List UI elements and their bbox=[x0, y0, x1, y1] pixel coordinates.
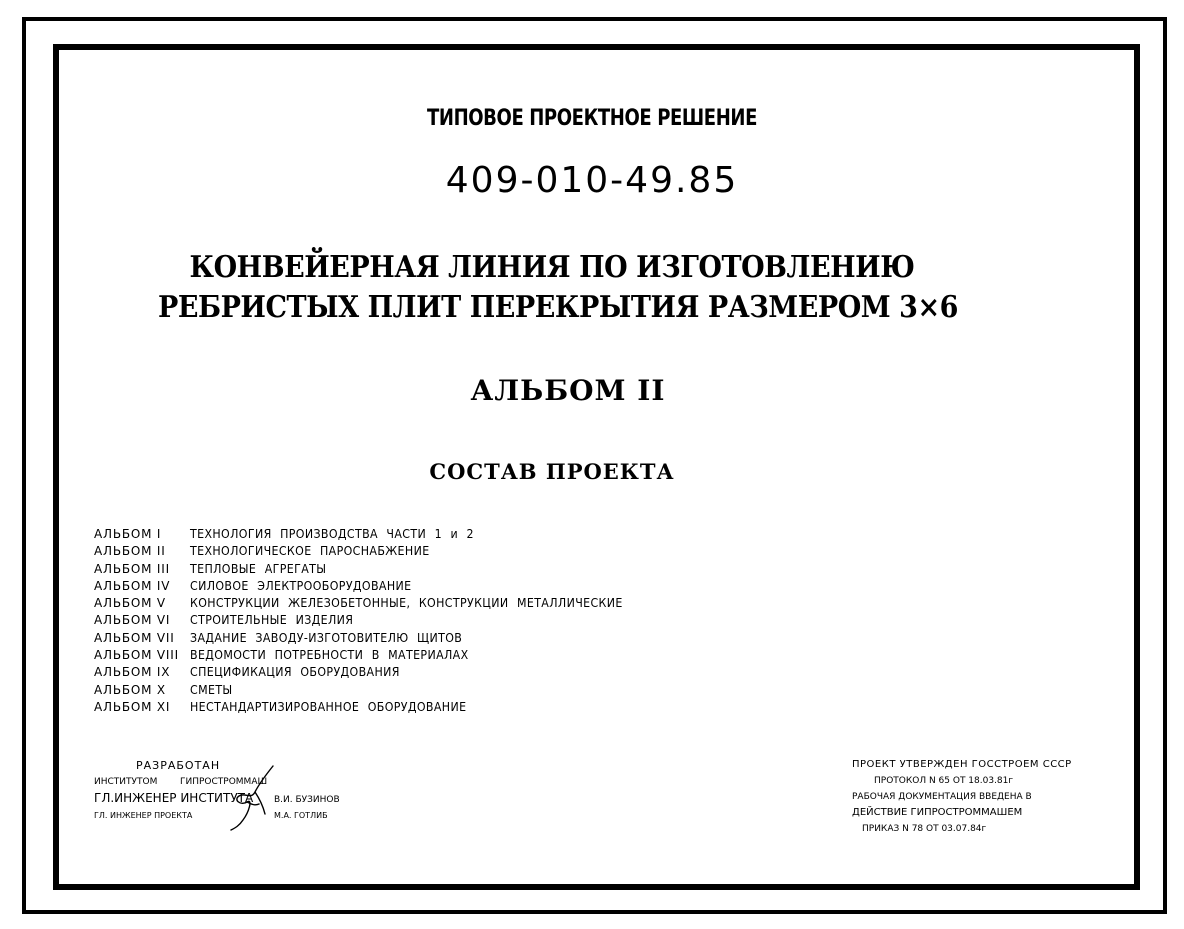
list-item bbox=[94, 683, 660, 700]
album-description: СМЕТЫ bbox=[190, 682, 233, 697]
institute-row bbox=[94, 774, 340, 790]
album-description: ВЕДОМОСТИ ПОТРЕБНОСТИ В МАТЕРИАЛАХ bbox=[190, 648, 469, 663]
list-item bbox=[94, 562, 660, 579]
chief-engineer-row bbox=[94, 790, 340, 808]
list-item bbox=[94, 527, 660, 544]
chief-engineer-role: ГЛ.ИНЖЕНЕР ИНСТИТУТА bbox=[94, 791, 254, 805]
album-description: СТРОИТЕЛЬНЫЕ ИЗДЕЛИЯ bbox=[190, 613, 354, 628]
album-description: КОНСТРУКЦИИ ЖЕЛЕЗОБЕТОННЫЕ, КОНСТРУКЦИИ МЕТАЛЛИЧЕСКИЕ bbox=[190, 596, 623, 611]
album-description: СИЛОВОЕ ЭЛЕКТРООБОРУДОВАНИЕ bbox=[190, 578, 412, 593]
list-item bbox=[94, 544, 660, 561]
composition-heading: СОСТАВ ПРОЕКТА bbox=[429, 459, 675, 484]
approval-line-1: ПРОЕКТ УТВЕРЖДЕН ГОССТРОЕМ СССР bbox=[852, 759, 1072, 770]
album-code: АЛЬБОМ VII bbox=[94, 630, 175, 645]
institute-name: ГИПРОСТРОММАШ bbox=[180, 777, 268, 787]
document-number: 409-010-49.85 bbox=[445, 160, 739, 201]
approval-line-2: ПРОТОКОЛ N 65 ОТ 18.03.81г bbox=[874, 776, 1014, 786]
album-description: ЗАДАНИЕ ЗАВОДУ-ИЗГОТОВИТЕЛЮ ЩИТОВ bbox=[190, 630, 463, 645]
list-item bbox=[94, 579, 660, 596]
list-item bbox=[94, 613, 660, 630]
album-code: АЛЬБОМ VIII bbox=[94, 648, 179, 663]
project-engineer-role: ГЛ. ИНЖЕНЕР ПРОЕКТА bbox=[94, 811, 193, 820]
chief-engineer-name: В.И. БУЗИНОВ bbox=[274, 795, 340, 805]
album-code: АЛЬБОМ IX bbox=[94, 665, 171, 680]
main-title-line-2: РЕБРИСТЫХ ПЛИТ ПЕРЕКРЫТИЯ РАЗМЕРОМ 3×6 bbox=[157, 290, 959, 325]
album-list bbox=[94, 527, 660, 717]
album-code: АЛЬБОМ XI bbox=[94, 699, 171, 714]
main-title-line-1: КОНВЕЙЕРНАЯ ЛИНИЯ ПО ИЗГОТОВЛЕНИЮ bbox=[189, 250, 915, 285]
list-item bbox=[94, 700, 660, 717]
album-code: АЛЬБОМ III bbox=[94, 561, 170, 576]
album-heading: АЛЬБОМ II bbox=[470, 374, 666, 407]
album-code: АЛЬБОМ I bbox=[94, 527, 162, 541]
album-description: ТЕПЛОВЫЕ АГРЕГАТЫ bbox=[190, 561, 327, 576]
list-item bbox=[94, 631, 660, 648]
developed-by-block bbox=[94, 758, 340, 824]
list-item bbox=[94, 665, 660, 682]
approval-line-5: ПРИКАЗ N 78 ОТ 03.07.84г bbox=[862, 824, 987, 834]
album-code: АЛЬБОМ IV bbox=[94, 578, 171, 593]
approval-line-3: РАБОЧАЯ ДОКУМЕНТАЦИЯ ВВЕДЕНА В bbox=[852, 792, 1032, 802]
series-title: ТИПОВОЕ ПРОЕКТНОЕ РЕШЕНИЕ bbox=[426, 106, 758, 131]
list-item bbox=[94, 596, 660, 613]
album-description: ТЕХНОЛОГИЯ ПРОИЗВОДСТВА ЧАСТИ 1 и 2 bbox=[190, 527, 474, 541]
list-item bbox=[94, 648, 660, 665]
album-code: АЛЬБОМ II bbox=[94, 544, 166, 559]
developed-label: РАЗРАБОТАН bbox=[136, 759, 221, 772]
album-code: АЛЬБОМ V bbox=[94, 596, 166, 611]
album-code: АЛЬБОМ X bbox=[94, 682, 166, 697]
album-code: АЛЬБОМ VI bbox=[94, 613, 171, 628]
album-description: ТЕХНОЛОГИЧЕСКОЕ ПАРОСНАБЖЕНИЕ bbox=[190, 544, 430, 559]
signature-icon bbox=[225, 762, 277, 832]
project-engineer-name: М.А. ГОТЛИБ bbox=[274, 811, 328, 820]
approval-line-4: ДЕЙСТВИЕ ГИПРОСТРОММАШЕМ bbox=[852, 807, 1023, 818]
institute-role: ИНСТИТУТОМ bbox=[94, 777, 158, 787]
album-description: НЕСТАНДАРТИЗИРОВАННОЕ ОБОРУДОВАНИЕ bbox=[190, 699, 467, 714]
project-engineer-row bbox=[94, 808, 340, 824]
approval-block bbox=[852, 757, 1072, 837]
album-description: СПЕЦИФИКАЦИЯ ОБОРУДОВАНИЯ bbox=[190, 665, 400, 680]
